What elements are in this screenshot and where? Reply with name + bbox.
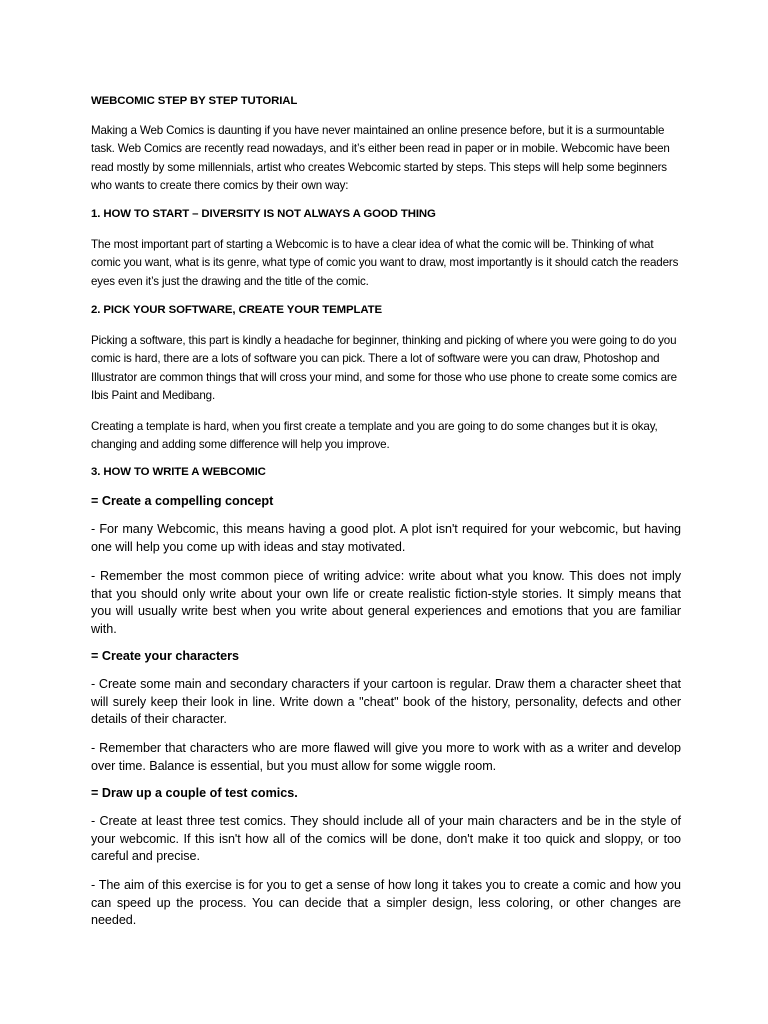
tests-paragraph-1: - Create at least three test comics. They should include all of your main characters and be in the style of your webcomic. If this isn't how all of the comics will be done, don't make it too quick and sloppy, or too careful and precise. xyxy=(91,814,681,864)
tests-paragraph-2: - The aim of this exercise is for you to get a sense of how long it takes you to create a comic and how you can speed up the process. You can decide that a simpler design, less coloring, or other changes are needed. xyxy=(91,878,681,928)
section-1-paragraph: The most important part of starting a Webcomic is to have a clear idea of what the comic will be. Thinking of what comic you want, what is its genre, what type of comic you want to draw, most importantly is it should catch the readers eyes even it’s just the drawing and the title of the comic. xyxy=(91,238,679,288)
section-2-paragraph-2: Creating a template is hard, when you first create a template and you are going to do some changes but it is okay, changing and adding some difference will help you improve. xyxy=(91,420,658,452)
concept-paragraph-2: - Remember the most common piece of writing advice: write about what you know. This does not imply that you should only write about your own life or create realistic fiction-style stories. It simply means that you will usually write best when you write about general experiences and emotions that you are familiar with. xyxy=(91,569,681,636)
section-1-heading: 1. HOW TO START – DIVERSITY IS NOT ALWAYS A GOOD THING xyxy=(91,208,436,220)
characters-subheading: = Create your characters xyxy=(91,649,240,663)
section-2-heading: 2. PICK YOUR SOFTWARE, CREATE YOUR TEMPLATE xyxy=(91,304,383,316)
characters-paragraph-1: - Create some main and secondary characters if your cartoon is regular. Draw them a character sheet that will surely keep their look in line. Write down a "cheat" book of the history, personality, defects and other details of their character. xyxy=(91,677,681,727)
section-3-heading: 3. HOW TO WRITE A WEBCOMIC xyxy=(91,466,266,478)
characters-paragraph-2: - Remember that characters who are more flawed will give you more to work with as a writer and develop over time. Balance is essential, but you must allow for some wiggle room. xyxy=(91,741,681,773)
concept-paragraph-1: - For many Webcomic, this means having a good plot. A plot isn't required for your webcomic, but having one will help you come up with ideas and stay motivated. xyxy=(91,522,681,554)
document-title: WEBCOMIC STEP BY STEP TUTORIAL xyxy=(91,95,298,107)
tests-subheading: = Draw up a couple of test comics. xyxy=(91,786,298,800)
intro-paragraph: Making a Web Comics is daunting if you have never maintained an online presence before, but it is a surmountable task. Web Comics are recently read nowadays, and it’s either been read in paper or in mobile. Webcomic have been read mostly by some millennials, artist who creates Webcomic started by steps. This steps will help some beginners who wants to create there comics by their own way: xyxy=(91,124,670,193)
concept-subheading: = Create a compelling concept xyxy=(91,494,274,508)
section-2-paragraph-1: Picking a software, this part is kindly a headache for beginner, thinking and picking of where you were going to do you comic is hard, there are a lots of software you can pick. There a lot of software were you can draw, Photoshop and Illustrator are common things that will cross your mind, and some for those who use phone to create some comics are Ibis Paint and Medibang. xyxy=(91,334,677,403)
